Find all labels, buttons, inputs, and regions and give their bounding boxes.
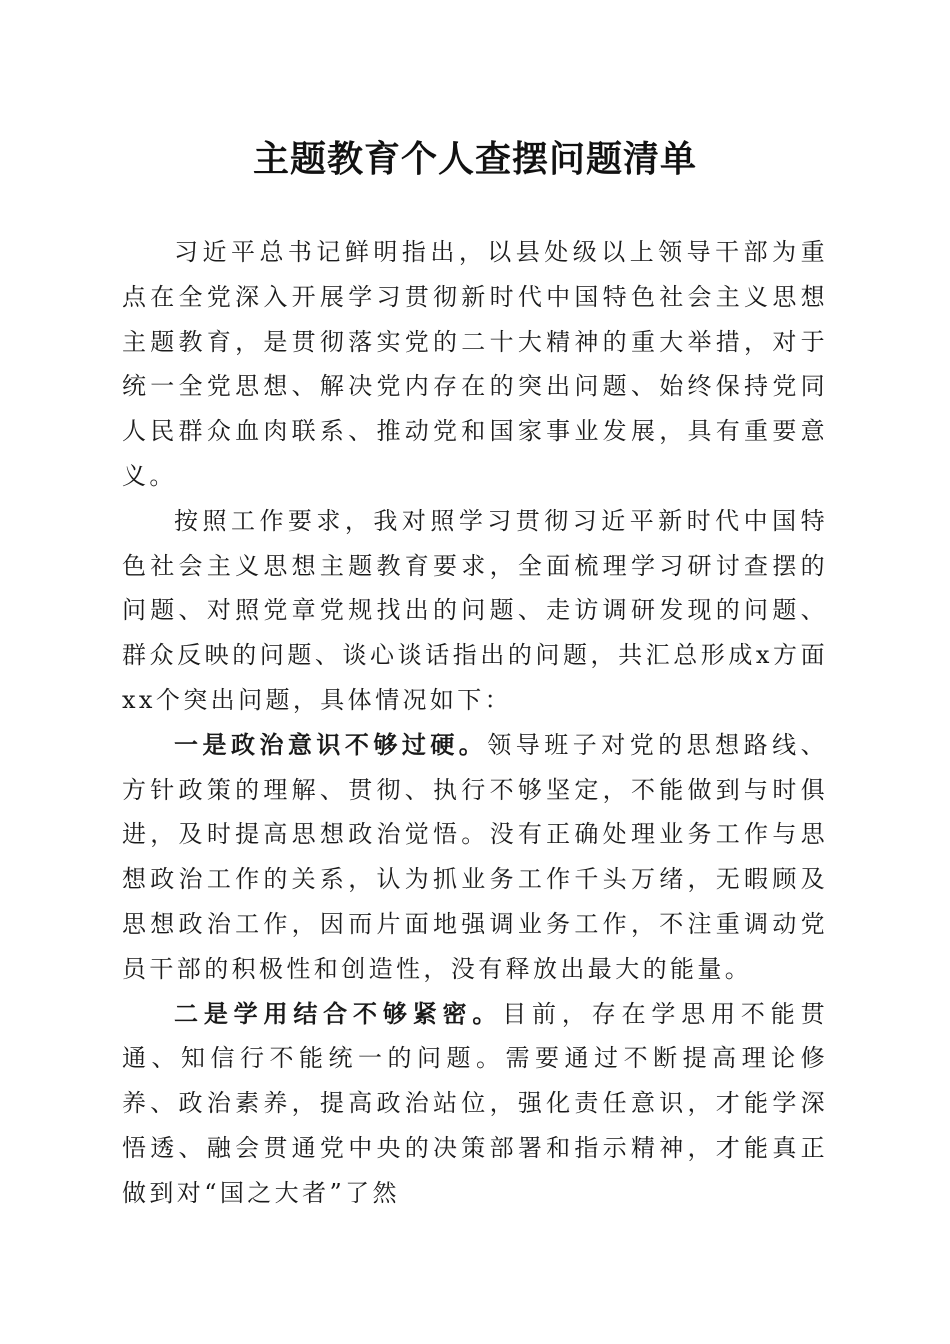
paragraph-issue-1	[122, 723, 828, 992]
paragraph-text: 目前，存在学思用不能贯通、知信行不能统一的问题。需要通过不断提高理论修养、政治素养，提高政治站位，强化责任意识，才能学深悟透、融会贯通党中央的决策部署和指示精神，才能真正做到对“国之大者”了然	[122, 999, 828, 1207]
paragraph-requirements	[122, 499, 828, 723]
document-body	[122, 230, 828, 1216]
paragraph-text: 按照工作要求，我对照学习贯彻习近平新时代中国特色社会主义思想主题教育要求，全面梳理学习研讨查摆的问题、对照党章党规找出的问题、走访调研发现的问题、群众反映的问题、谈心谈话指出的问题，共汇总形成x方面xx个突出问题，具体情况如下：	[122, 506, 828, 714]
paragraph-lead: 二是学用结合不够紧密。	[174, 998, 503, 1028]
paragraph-text: 习近平总书记鲜明指出，以县处级以上领导干部为重点在全党深入开展学习贯彻新时代中国特色社会主义思想主题教育，是贯彻落实党的二十大精神的重大举措，对于统一全党思想、解决党内存在的突出问题、始终保持党同人民群众血肉联系、推动党和国家事业发展，具有重要意义。	[122, 238, 828, 490]
paragraph-intro	[122, 230, 828, 499]
paragraph-issue-2	[122, 992, 828, 1216]
paragraph-text: 领导班子对党的思想路线、方针政策的理解、贯彻、执行不够坚定，不能做到与时俱进，及时提高思想政治觉悟。没有正确处理业务工作与思想政治工作的关系，认为抓业务工作千头万绪，无暇顾及思想政治工作，因而片面地强调业务工作，不注重调动党员干部的积极性和创造性，没有释放出最大的能量。	[122, 730, 828, 983]
document-title: 主题教育个人查摆问题清单	[252, 138, 697, 180]
paragraph-lead: 一是政治意识不够过硬。	[174, 729, 488, 759]
